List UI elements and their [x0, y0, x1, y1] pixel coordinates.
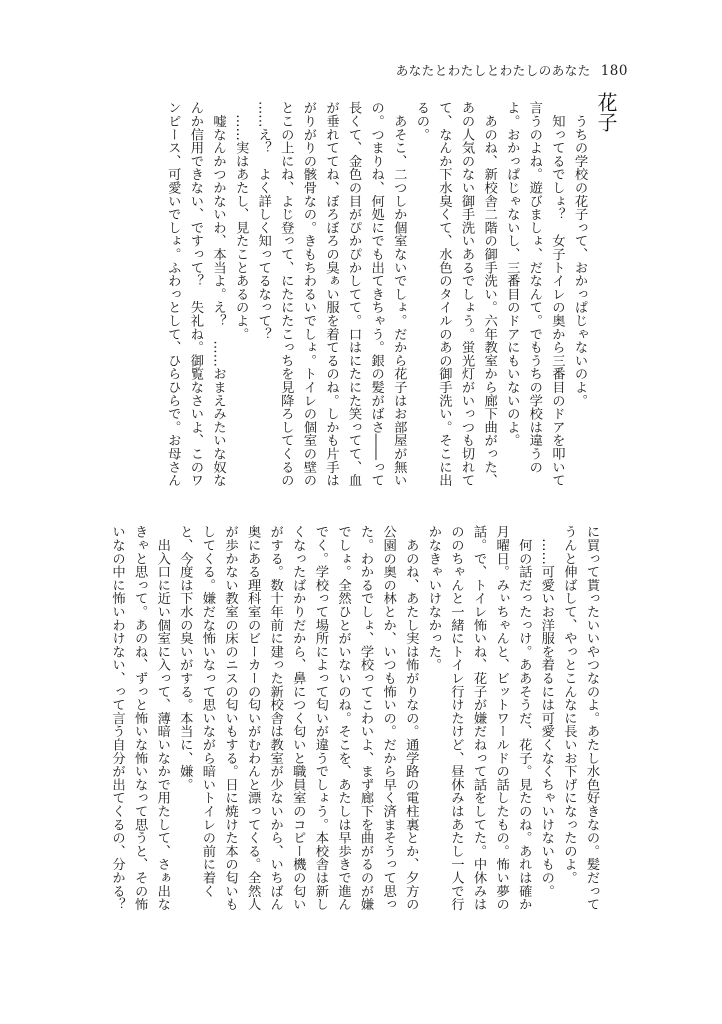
text-line: 知ってるでしょ？ 女子トイレの奥から三番目のドアを叩いて: [549, 101, 565, 487]
text-line: んか信用できない、ですって？ 失礼ね。御覧なさいよ、このワ: [187, 101, 203, 487]
text-line: 何の話だったっけ。ああそうだ、花子。見たのね。あれは確か: [516, 525, 532, 911]
text-block-top: [161, 101, 590, 496]
text-line: が垂れててね、ぼろぼろの臭ぁい服を着てるのね。しかも片手は: [323, 101, 339, 487]
text-line: 出入口に近い個室に入って、薄暗いなかで用たして、さぁ出な: [154, 525, 170, 911]
text-line: とこの上にね、よじ登って、にたにたこっちを見降ろしてくるの: [278, 101, 294, 487]
text-line: が歩かない教室の床のニスの匂いもする。日に焼けた本の匂いも: [222, 525, 238, 911]
text-line: 話。で、トイレ怖いね、花子が嫌だねって話をしてた。中休みは: [471, 525, 487, 911]
text-line: くなったばかりだから、鼻につく匂いと職員室のコピー機の匂い: [290, 525, 306, 911]
text-line: あのね、新校舎二階の御手洗い。六年教室から廊下曲がった、: [481, 101, 497, 487]
text-line: あそこ、二つしか個室ないでしょ。だから花子はお部屋が無い: [391, 101, 407, 487]
running-header: [396, 61, 628, 79]
text-block-bottom: [105, 525, 602, 925]
text-line: ……実はあたし、見たことあるのよ。: [233, 101, 249, 341]
text-line: きゃと思って。あのね、ずっと怖いな怖いなって思うと、その怖: [132, 525, 148, 911]
text-line: 長くて、金色の目がぴかぴかしてて。口はにたにた笑ってて、血: [346, 101, 362, 487]
text-line: 奥にある理科室のビーカーの匂いがむわんと漂ってくる。全然人: [245, 525, 261, 911]
text-line: うちの学校の花子って、おかっぱじゃないのよ。: [572, 101, 587, 407]
text-line: に買って貰ったいいやつなのよ。あたし水色好きなの。髪だって: [584, 525, 599, 911]
text-line: がする。数十年前に建った新校舎は教室が少ないから、いちばん: [267, 525, 283, 911]
text-line: でく。学校って場所によって匂いが違うでしょう。本校舎は新し: [312, 525, 328, 911]
text-line: あのね、あたし実は怖がりなの。通学路の電柱裏とか、夕方の: [403, 525, 419, 911]
text-line: かなきゃいけなかった。: [425, 525, 441, 672]
text-line: よ。おかっぱじゃないし、三番目のドアにもいないのよ。: [504, 101, 520, 447]
text-line: ……え？ よく詳しく知ってるなって？: [255, 101, 271, 341]
text-line: いなの中に怖いわけない、って言う自分が出てくるの、分かる？: [109, 525, 125, 911]
text-line: 公園の奥の林とか、いつも怖いの。だから早く済まそうって思っ: [380, 525, 396, 911]
text-line: ののちゃんと一緒にトイレ行けたけど、昼休みはあたし一人で行: [448, 525, 464, 911]
text-line: 月曜日。みぃちゃんと、ビットワールドの話したもの。怖い夢の: [493, 525, 509, 911]
text-line: て、なんか下水臭くて、水色のタイルのあの御手洗い。そこに出: [436, 101, 452, 487]
book-title: あなたとわたしとわたしのあなた: [395, 63, 591, 78]
text-line: の。つまりね、何処にでも出てきちゃう。銀の髪がばさ――って: [368, 101, 384, 487]
text-line: うんと伸ばして、やっとこんなに長いお下げになったのよ。: [561, 525, 577, 885]
text-line: がりがりの骸骨なの。きもちわるいでしょ。トイレの個室の壁の: [300, 101, 316, 487]
text-line: 言うのよね。遊びましょ、だなんて。でもうちの学校は違うの: [526, 101, 542, 474]
text-line: るの。: [413, 101, 429, 141]
text-line: でしょ。全然ひとがいないのね。そこを、あたしは早歩きで進ん: [335, 525, 351, 911]
text-line: ンピース、可愛いでしょ。ふわっとして、ひらひらで。お母さん: [165, 101, 181, 487]
page-number: 180: [600, 63, 628, 79]
chapter-title: 花子: [594, 92, 618, 132]
text-line: た。わかるでしょ、学校ってこわいよ、まず廊下を曲がるのが嫌: [358, 525, 374, 911]
text-line: してくる。嫌だな怖いなって思いながら暗いトイレの前に着く: [199, 525, 215, 898]
text-line: 嘘なんかつかないわ、本当よ。え？ ……おまえみたいな奴な: [210, 101, 226, 487]
text-line: と、今度は下水の臭いがする。本当に、嫌。: [177, 525, 193, 791]
text-line: ……可愛いお洋服を着るには可愛くなくちゃいけないもの。: [538, 525, 554, 898]
text-line: あの人気のない御手洗いあるでしょう。蛍光灯がいっつも切れて: [459, 101, 475, 487]
